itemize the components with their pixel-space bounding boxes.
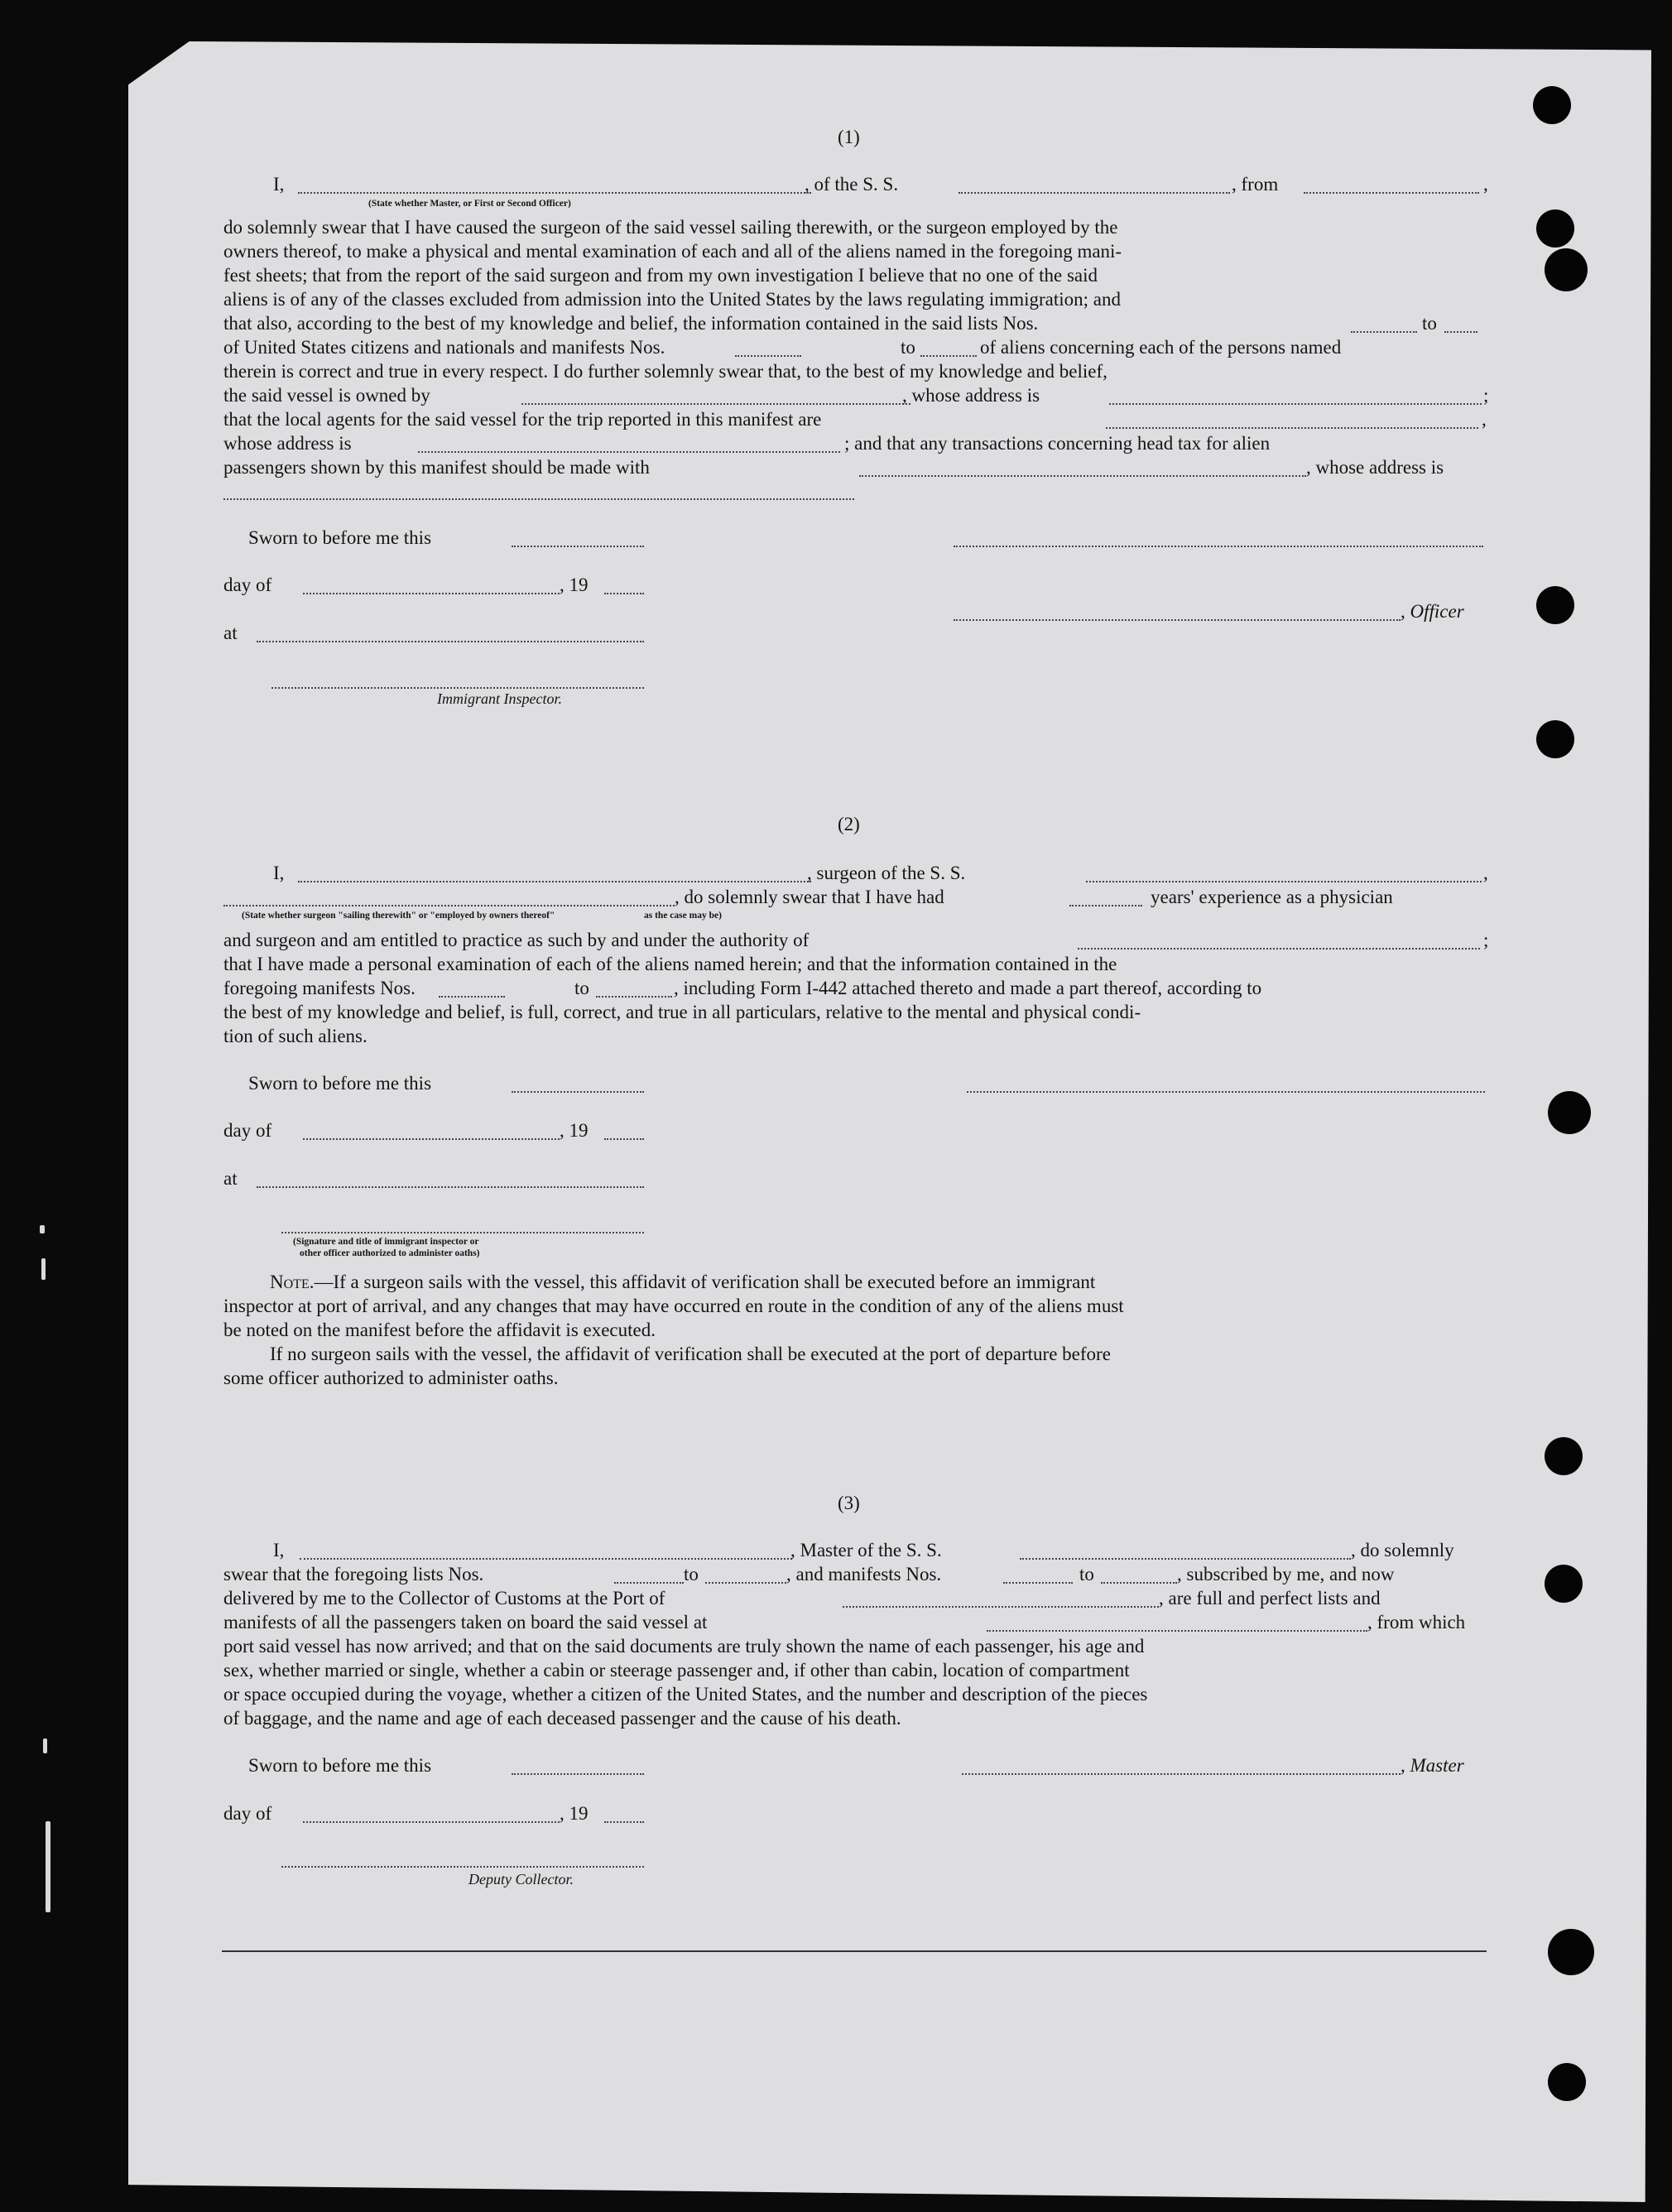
edge-mark [43,1738,47,1753]
punch-hole [1536,720,1574,758]
s3-port-line [843,1606,1159,1608]
punch-hole [1548,2063,1586,2101]
s2-manifest-line-a [439,996,505,998]
section-3-heading: (3) [838,1493,860,1513]
s2-line4: the best of my knowledge and belief, is full, correct, and true in all particulars, relative to the mental and physical condi- [223,1002,1141,1022]
s2-sig-b: other officer authorized to administer oaths) [300,1248,480,1258]
s1-manifest-line-a [735,355,801,357]
s3-body-line: of baggage, and the name and age of each deceased passenger and the cause of his death. [223,1708,901,1729]
s2-signature-line [281,1232,644,1233]
s3-master-of: , Master of the S. S. [790,1540,942,1560]
s3-to-2: to [1079,1564,1094,1584]
punch-hole [1536,586,1574,624]
edge-mark [41,1258,46,1280]
s1-body-line: the said vessel is owned by [223,385,430,406]
s1-body-line: that the local agents for the said vessel for the trip reported in this manifest are [223,409,822,430]
bottom-rule [222,1950,1487,1952]
s2-line5: tion of such aliens. [223,1026,368,1046]
s3-delivered: delivered by me to the Collector of Customs at the Port of [223,1588,665,1609]
edge-mark [40,1225,45,1233]
s2-comma: , [1483,863,1488,883]
s3-lists-line-a [614,1582,684,1584]
s1-of-ss: , of the S. S. [805,174,899,195]
s2-line3a: foregoing manifests Nos. [223,978,416,998]
s2-sworn: Sworn to before me this [248,1073,432,1094]
s2-note-line: some officer authorized to administer oaths. [223,1368,559,1388]
s2-hint-b: as the case may be) [644,911,722,921]
s2-hint-a: (State whether surgeon "sailing therewith" or "employed by owners thereof" [242,911,555,921]
s1-at-line [257,641,644,642]
s2-surgeon-of: , surgeon of the S. S. [807,863,966,883]
s1-officer-top-line [954,546,1483,547]
s1-role-line [298,192,811,194]
s2-semicolon: ; [1483,930,1489,950]
s1-vessel-line [959,192,1230,194]
s3-master-line [962,1773,1401,1775]
s2-day-line [303,1138,560,1140]
punch-hole [1536,209,1574,248]
s1-role-hint: (State whether Master, or First or Second Officer) [368,199,571,209]
s2-surgeon-name-line [298,881,811,882]
s1-owner-address-line [1109,403,1482,405]
section-1-heading: (1) [838,127,860,147]
s1-inspector-line [271,687,644,689]
s3-body-line: sex, whether married or single, whether a cabin or steerage passenger and, if other than cabin, location of compartment [223,1660,1130,1681]
s2-signature-top-line [967,1091,1485,1093]
s1-head-tax: ; and that any transactions concerning head tax for alien [844,433,1271,454]
s1-inspector: Immigrant Inspector. [437,690,562,707]
s3-to: to [684,1564,699,1584]
s3-manifests-all: manifests of all the passengers taken on board the said vessel at [223,1612,708,1633]
s3-vessel-line [1020,1558,1351,1560]
s1-nineteen: , 19 [560,575,589,595]
s2-surgeon-type-line [223,905,675,906]
s3-name-line [300,1558,792,1560]
s1-body-line: aliens is of any of the classes excluded from admission into the United States by the laws regulating immigration; and [223,289,1121,310]
s2-years: years' experience as a physician [1151,887,1393,907]
s1-officer: , Officer [1401,601,1464,622]
s2-note-text: —If a surgeon sails with the vessel, this affidavit of verification shall be executed before an immigrant [314,1272,1096,1292]
s3-deputy: Deputy Collector. [468,1871,574,1887]
s3-from-which: , from which [1367,1612,1466,1633]
s3-manifest-line-b [1101,1582,1177,1584]
s3-body-line: port said vessel has now arrived; and that on the said documents are truly shown the name of each passenger, his age and [223,1636,1145,1657]
s1-to-2: to [901,337,915,358]
punch-hole [1545,1565,1583,1603]
s2-years-line [1069,905,1142,906]
s1-at: at [223,623,238,643]
s3-i: I, [273,1540,285,1560]
section-2-heading: (2) [838,814,860,834]
s3-year-line [604,1821,644,1823]
s1-final-address-line [223,498,854,500]
s1-body-line: of United States citizens and nationals and manifests Nos. [223,337,665,358]
s1-body-line: that also, according to the best of my knowledge and belief, the information contained in the said lists Nos. [223,313,1039,334]
s2-line2: that I have made a personal examination of each of the aliens named herein; and that the information contained in the [223,954,1117,974]
s1-comma: , [1483,174,1488,195]
s1-owner-line [521,403,910,405]
s1-aliens-concerning: of aliens concerning each of the persons named [980,337,1342,358]
s3-full-perfect: , are full and perfect lists and [1159,1588,1381,1609]
s1-manifest-line-b [920,355,977,357]
s1-body-line: fest sheets; that from the report of the said surgeon and from my own investigation I believe that no one of the said [223,265,1098,286]
s1-to: to [1422,313,1437,334]
s2-line1: and surgeon and am entitled to practice as such by and under the authority of [223,930,810,950]
s3-master: , Master [1401,1755,1464,1776]
s3-deputy-line [281,1866,644,1868]
s1-whose-address: , whose address is [902,385,1040,406]
s2-note-line: be noted on the manifest before the affidavit is executed. [223,1320,656,1340]
s2-note-line: If no surgeon sails with the vessel, the affidavit of verification shall be executed at the port of departure before [270,1344,1111,1364]
s1-lists-line-b [1444,331,1477,333]
s3-nineteen: , 19 [560,1803,589,1824]
punch-hole [1548,1929,1594,1975]
s1-from-line [1304,192,1479,194]
s3-do-solemnly: , do solemnly [1351,1540,1454,1560]
s2-swear: , do solemnly swear that I have had [675,887,944,907]
s1-officer-line [954,619,1401,621]
s2-at: at [223,1168,238,1189]
s3-and-manifests: , and manifests Nos. [786,1564,942,1584]
s2-authority-line [1078,948,1480,950]
s3-day-of: day of [223,1803,272,1824]
s1-agents-address-line [418,451,840,453]
s2-i: I, [273,863,285,883]
s1-body-line: therein is correct and true in every respect. I do further solemnly swear that, to the best of my knowledge and belief, [223,361,1107,382]
s2-line3c: , including Form I-442 attached thereto and made a part thereof, according to [674,978,1262,998]
s2-vessel-line [1086,881,1482,882]
s3-subscribed: , subscribed by me, and now [1177,1564,1395,1584]
s3-day-line [303,1821,560,1823]
s1-sworn-line [512,546,644,547]
s2-manifest-line-b [596,996,672,998]
s1-day-line [303,593,560,594]
s1-lists-line-a [1351,331,1417,333]
s2-note-line: inspector at port of arrival, and any changes that may have occurred en route in the condition of any of the aliens must [223,1296,1124,1316]
s1-sworn: Sworn to before me this [248,527,432,548]
s1-i: I, [273,174,285,195]
punch-hole [1545,248,1588,291]
s3-sworn: Sworn to before me this [248,1755,432,1776]
s2-note-line [270,1272,1095,1293]
s3-port-departure-line [987,1630,1367,1632]
s1-agents-line [1106,427,1478,429]
s2-at-line [257,1186,644,1188]
s1-semicolon: ; [1483,385,1489,406]
s2-sworn-line [512,1091,644,1093]
s2-line3b: to [574,978,589,998]
s3-swear-lists: swear that the foregoing lists Nos. [223,1564,484,1584]
s3-manifest-line-a [1003,1582,1073,1584]
s1-body-line: whose address is [223,433,352,454]
s1-year-line [604,593,644,594]
s2-year-line [604,1138,644,1140]
s1-day-of: day of [223,575,272,595]
s2-sig-a: (Signature and title of immigrant inspector or [293,1237,479,1247]
s1-whose-address-end: , whose address is [1306,457,1444,478]
punch-hole [1533,86,1571,124]
punch-hole [1548,1091,1591,1134]
s1-body-line: passengers shown by this manifest should be made with [223,457,650,478]
s1-body-line: owners thereof, to make a physical and mental examination of each and all of the aliens named in the foregoing mani- [223,241,1122,262]
s2-note-label: Note. [270,1272,315,1292]
s3-lists-line-b [705,1582,786,1584]
s1-body-line: do solemnly swear that I have caused the surgeon of the said vessel sailing therewith, or the surgeon employed by the [223,217,1118,238]
s3-body-line: or space occupied during the voyage, whether a citizen of the United States, and the number and description of the pieces [223,1684,1148,1705]
s2-nineteen: , 19 [560,1120,589,1141]
s3-sworn-line [512,1773,644,1775]
s1-from: , from [1232,174,1279,195]
s2-day-of: day of [223,1120,272,1141]
s1-head-tax-line [859,475,1306,477]
edge-mark [46,1821,50,1912]
punch-hole [1545,1437,1583,1475]
s1-comma-2: , [1482,409,1487,430]
